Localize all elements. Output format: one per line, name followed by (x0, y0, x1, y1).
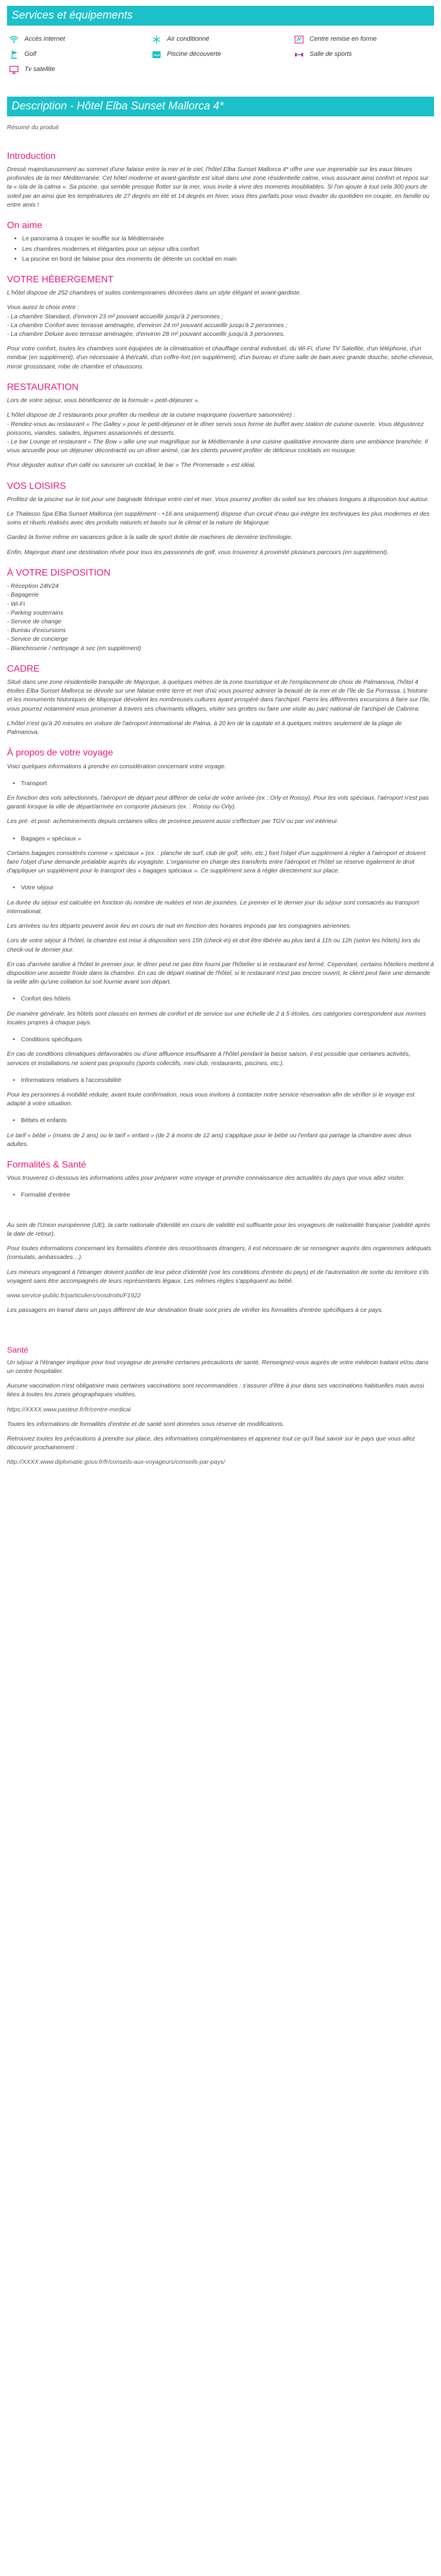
propos-title: À propos de votre voyage (7, 748, 113, 758)
bagages-heading: • Bagages « spéciaux » (21, 835, 434, 843)
disposition-list (7, 582, 434, 653)
pasteur-link[interactable]: https://XXXX.www.pasteur.fr/fr/centre-medical (7, 1406, 131, 1413)
equipment-label: Accès internet (24, 35, 65, 42)
loisirs-p2: Le Thalasso Spa Elba Sunset Mallorca (en supplément - +16 ans uniquement) dispose d'un circuit d'eau qui intègre les techniques les plus modernes et des soins et rituels réalisés avec des produits naturels et basés sur le climat et la nature de Majorque. (7, 510, 430, 527)
room-type-line: - La chambre Deluxe avec terrasse aménagée, d'environ 28 m² pouvant accueillir jusqu'à 3 personnes. (7, 331, 285, 338)
conditions-text: En cas de conditions climatiques défavorables ou d'une affluence insuffisante à l'hôtel pendant la basse saison, il est possible que certaines activités, services et installations ne soient pas proposés (sports collectifs, mini club, restaurants, piscines, etc.). (7, 1051, 411, 1067)
formalites-title: Formalités & Santé (7, 1160, 87, 1170)
diplomatie-link[interactable]: http://XXXX.www.diplomatie.gouv.fr/fr/conseils-aux-voyageurs/conseils-par-pays/ (7, 1459, 225, 1466)
sejour-heading: • Votre séjour (21, 883, 434, 892)
accessibilite-heading: • Informations relatives à l'accessibilité (21, 1076, 434, 1085)
equipment-label: Salle de sports (310, 50, 352, 58)
disposition-item: - Service de change (7, 618, 62, 625)
disposition-item: - Bagagerie (7, 591, 39, 599)
bebes-text: Le tarif « bébé » (moins de 2 ans) ou le tarif « enfant » (de 2 à moins de 12 ans) s'applique pour le bébé ou l'enfant qui partage la chambre avec deux adultes. (7, 1131, 412, 1148)
dumbbell-icon (293, 50, 305, 59)
equipment-label: Air conditionné (167, 35, 209, 42)
formalite-p2: Pour toutes informations concernant les formalités d'entrée des ressortissants étrangers, il est nécessaire de se renseigner auprès des organismes adéquats (consulats, ambassades…). (7, 1245, 432, 1261)
equipment-label: Golf (24, 50, 37, 58)
sante-p4: Retrouvez toutes les précautions à prendre sur place, des informations complémentaires et apprenez tout ce qu'il faut savoir sur le pays que vous allez découvrir prochainement : (7, 1435, 415, 1452)
formalites-intro: Vous trouverez ci-dessous les informations utiles pour préparer votre voyage et prendre connaissance des actualités du pays que vous allez visiter. (7, 1175, 406, 1182)
propos-intro: Voici quelques informations à prendre en considération concernant votre voyage. (7, 762, 226, 770)
restauration-title: RESTAURATION (7, 382, 79, 392)
service-public-link[interactable]: www.service-public.fr/particuliers/vosdroits/F1922 (7, 1292, 141, 1299)
restauration-p1: Lors de votre séjour, vous bénéficierez de la formule « petit-déjeuner ». (7, 397, 200, 405)
snowflake-icon (151, 35, 162, 44)
transport-p1: En fonction des vols sélectionnés, l'aéroport de départ peut différer de celui de votre arrivée (ex : Orly et Roissy). Pour les vols spéciaux, l'aéroport n'est pas garanti lorsque la ville de départ/arrivée en comporte plusieurs (ex. : Roissy ou Orly). (7, 794, 429, 811)
equipment-item (293, 35, 436, 44)
sejour-p3: Lors de votre séjour à l'hôtel, la chambre est mise à disposition vers 15h (check-in) et doit être libérée au plus tard à 11h ou 12h (selon les hôtels) lors du check-out le dernier jour. (7, 937, 420, 953)
conditions-heading: • Conditions spécifiques (21, 1035, 434, 1044)
room-type-line: Vous aurez le choix entre : (7, 304, 79, 311)
disposition-item: - Blanchisserie / nettoyage à sec (en supplément) (7, 644, 141, 652)
equipment-item (293, 50, 436, 59)
list-item: • Les chambres modernes et élégantes pour un séjour ultra confort (22, 245, 434, 254)
list-item: • Le panorama à couper le souffle sur la Méditerranée (22, 235, 434, 243)
disposition-item: - Wi-Fi (7, 600, 25, 608)
hebergement-intro: L'hôtel dispose de 252 chambres et suites contemporaines décorées dans un style élégant et avant-gardiste. (7, 289, 301, 297)
introduction-text: Dressé majestueusement au sommet d'une falaise entre la mer et le ciel, l'hôtel Elba Sunset Mallorca 4* offre une vue imprenable sur les eaux bleues profondes de la mer Méditerranée. Cet hôtel moderne et avant-gardiste est situé dans une zone résidentielle calme, vous assurant ainsi confort et repos sur la « isla de la calma ». Sa piscine, qui semble presque flotter sur la mer, vous invite à vivre des moments inoubliables. Si l'on ajoute à tout cela 300 jours de soleil par an ainsi que les températures de 27 degrés en été et 14 degrés en hiver, vous êtes parfaits pour vous évader du quotidien en couple, en famille ou entre amis ! (7, 166, 430, 208)
fitness-icon (293, 35, 305, 44)
pool-icon (151, 50, 162, 59)
sante-p1: Un séjour à l'étranger implique pour tout voyageur de prendre certaines précautions de santé. Renseignez-vous auprès de votre médecin traitant et/ou dans un centre hospitalier. (7, 1358, 429, 1375)
loisirs-p3: Gardez la forme même en vacances grâce à la salle de sport dotée de machines de dernière technologie. (7, 534, 293, 541)
formalite-entree-heading: • Formalité d'entrée (21, 1191, 434, 1200)
on-aime-list (22, 235, 434, 264)
disposition-item: - Parking souterrains (7, 609, 63, 616)
golf-icon (8, 50, 20, 59)
room-type-line: - La chambre Confort avec terrasse aménagée, d'environ 24 m² pouvant accueillir jusqu'à 2 personnes ; (7, 321, 288, 329)
services-header: Services et équipements (7, 6, 434, 26)
sante-p3: Toutes les informations de formalités d'entrée et de santé sont données sous réserve de modifications. (7, 1420, 284, 1428)
disposition-item: - Service de concierge (7, 636, 68, 643)
disposition-item: - Bureau d'excursions (7, 627, 66, 634)
restaurant-line: L'hôtel dispose de 2 restaurants pour profiter du meilleur de la cuisine majorquine (ouverture saisonnière) : (7, 411, 296, 419)
transport-heading: • Transport (21, 779, 434, 788)
product-summary: Résumé du produit (7, 123, 59, 131)
room-types (7, 303, 434, 339)
loisirs-p4: Enfin, Majorque étant une destination rêvée pour tous les passionnés de golf, vous trouverez à proximité plusieurs parcours (en supplément). (7, 548, 389, 556)
equipment-item (8, 50, 151, 59)
cadre-title: CADRE (7, 663, 40, 674)
sejour-p2: Les arrivées ou les départs peuvent avoir lieu en cours de nuit en fonction des horaires imposés par les compagnies aériennes. (7, 922, 351, 930)
loisirs-p1: Profitez de la piscine sur le toit pour une baignade féérique entre ciel et mer. Vous pourrez profiter du soleil sur les chaises longues à disposition tout autour. (7, 495, 429, 503)
equipment-label: Tv satellite (24, 65, 55, 73)
equipment-item (8, 35, 151, 44)
loisirs-title: VOS LOISIRS (7, 481, 66, 491)
on-aime-title: On aime (7, 221, 42, 231)
formalite-p3: Les mineurs voyageant à l'étranger doivent justifier de leur pièce d'identité (voir les conditions d'entrée du pays) et de l'autorisation de sortie du territoire s'ils voyagent sans être accompagnés de leurs représentants légaux. Les mêmes règles s'appliquent au bébé. (7, 1268, 429, 1285)
restaurant-line: - Rendez-vous au restaurant « The Galley » pour le petit-déjeuner et le dîner servis sous forme de buffet avec station de cuisine ouverte. Vous dégusterez poissons, viandes, salades, légumes assaisonnés et desserts. (7, 420, 424, 437)
restauration-p2: Pour déguster autour d'un café ou savourer un cocktail, le bar « The Promenade » est idéal. (7, 462, 256, 469)
equipment-label: Centre remise en forme (310, 35, 377, 42)
hebergement-title: VOTRE HÉBERGEMENT (7, 274, 114, 285)
hebergement-confort: Pour votre confort, toutes les chambres sont équipées de la climatisation et chauffage central individuel, du Wi-Fi, d'une TV Satellite, d'un téléphone, d'un minibar (en supplément), d'un nécessaire à thé/café, d'un coffre-fort (en supplément), d'un bureau et d'une salle de bain avec grande douche, sèche-cheveux, miroir grossissant, robe de chambre et chaussons. (7, 345, 434, 370)
sante-title: Santé (7, 1345, 29, 1355)
confort-heading: • Confort des hôtels (21, 995, 434, 1003)
cadre-p2: L'hôtel n'est qu'à 20 minutes en voiture de l'aéroport international de Palma, à 20 km de la capitale et à quelques mètres seulement de la plage de Palmanova. (7, 719, 402, 736)
sejour-p1: La durée du séjour est calculée en fonction du nombre de nuitées et non de journées. Le premier et le dernier jour du séjour sont consacrés au transport international. (7, 899, 419, 915)
disposition-title: À VOTRE DISPOSITION (7, 567, 111, 578)
equipment-grid (7, 26, 434, 79)
list-item: • La piscine en bord de falaise pour des moments de détente un cocktail en main (22, 255, 434, 264)
restaurants-list (7, 411, 434, 455)
sejour-p4: En cas d'arrivée tardive à l'hôtel le premier jour, le dîner peut ne pas être fourni par l'hôtelier si le restaurant est fermé. Cependant, certains hôteliers mettent à disposition une assiette froide dans la chambre. En cas de départ matinal de l'hôtel, si le restaurant n'est pas encore ouvert, le client peut faire une demande la veille afin qu'une collation lui soit fournie avant son départ. (7, 960, 434, 986)
introduction-title: Introduction (7, 151, 56, 161)
equipment-item (8, 65, 151, 74)
equipment-label: Piscine découverte (167, 50, 221, 58)
formalite-p4: Les passagers en transit dans un pays différent de leur destination finale sont priés de vérifier les formalités d'entrée spécifiques à ce pays. (7, 1307, 383, 1314)
equipment-item (151, 50, 293, 59)
sante-p2: Aucune vaccination n'est obligatoire mais certaines vaccinations sont recommandées : s'assurer d'être à jour dans ses vaccinations habituelles mais aussi liées à toutes les zones géographiques visitées. (7, 1382, 424, 1399)
bebes-heading: • Bébés et enfants (21, 1116, 434, 1125)
formalite-p1: Au sein de l'Union européenne (UE), la carte nationale d'identité en cours de validité est suffisante pour les voyageurs de nationalité française (validité après la date de retour). (7, 1221, 431, 1237)
accessibilite-text: Pour les personnes à mobilité réduite, avant toute confirmation, nous vous invitons à contacter notre service réservation afin de vérifier si le voyage est adapté à votre situation. (7, 1091, 415, 1108)
wifi-icon (8, 35, 20, 44)
description-header: Description - Hôtel Elba Sunset Mallorca 4* (7, 97, 434, 116)
confort-text: De manière générale, les hôtels sont classés en termes de confort et de service sur une échelle de 2 à 5 étoiles, ces catégories correspondent aux normes locales propres à chaque pays. (7, 1010, 426, 1026)
bagages-text: Certains bagages considérés comme « spéciaux » (ex. : planche de surf, club de golf, vélo, etc.) font l'objet d'un supplément à régler à l'aéroport et doivent faire l'objet d'une demande préalable auprès du voyagiste. L'organisme en charge des transferts entre l'aéroport et l'hôtel se réserve également le droit d'appliquer un supplément pour le transport des « bagages spéciaux ». Ce supplément sera à régler directement sur place. (7, 849, 426, 875)
room-type-line: - La chambre Standard, d'environ 23 m² pouvant accueillir jusqu'à 2 personnes ; (7, 313, 223, 320)
equipment-item (151, 35, 293, 44)
transport-p2: Les pré- et post- acheminements depuis certaines villes de province peuvent aussi s'effectuer par TGV ou par vol intérieur. (7, 818, 339, 825)
disposition-item: - Réception 24h/24 (7, 583, 59, 590)
cadre-p1: Situé dans une zone résidentielle tranquille de Majorque, à quelques mètres de la zone touristique et de l'emplacement de choix de Palmanova, l'hôtel 4 étoiles Elba Sunset Mallorca se dévoile sur une falaise entre terre et mer d'où vous pourrez admirer la beauté de la mer et de l'île de Sa Porrassa. L'histoire et les monuments historiques de Majorque dévoilent les nombreuses cultures ayant prospéré dans l'archipel. Parmi les différentes excursions à faire sur l'île, vous pourrez notamment vous promener à travers ses charmants villages, visiter ses grottes ou faire une visite au parc national de l'archipel de Cabrera. (7, 679, 431, 712)
restaurant-line: - Le bar Lounge et restaurant « The Bow » allie une vue magnifique sur la Méditerranée à une cuisine qualitative innovante dans une ambiance branchée. Il vous accueille pour un déjeuner décontracté ou un dîner animé, car les clients peuvent profiter de délicieux cocktails en musique. (7, 438, 428, 455)
tv-icon (8, 65, 20, 74)
